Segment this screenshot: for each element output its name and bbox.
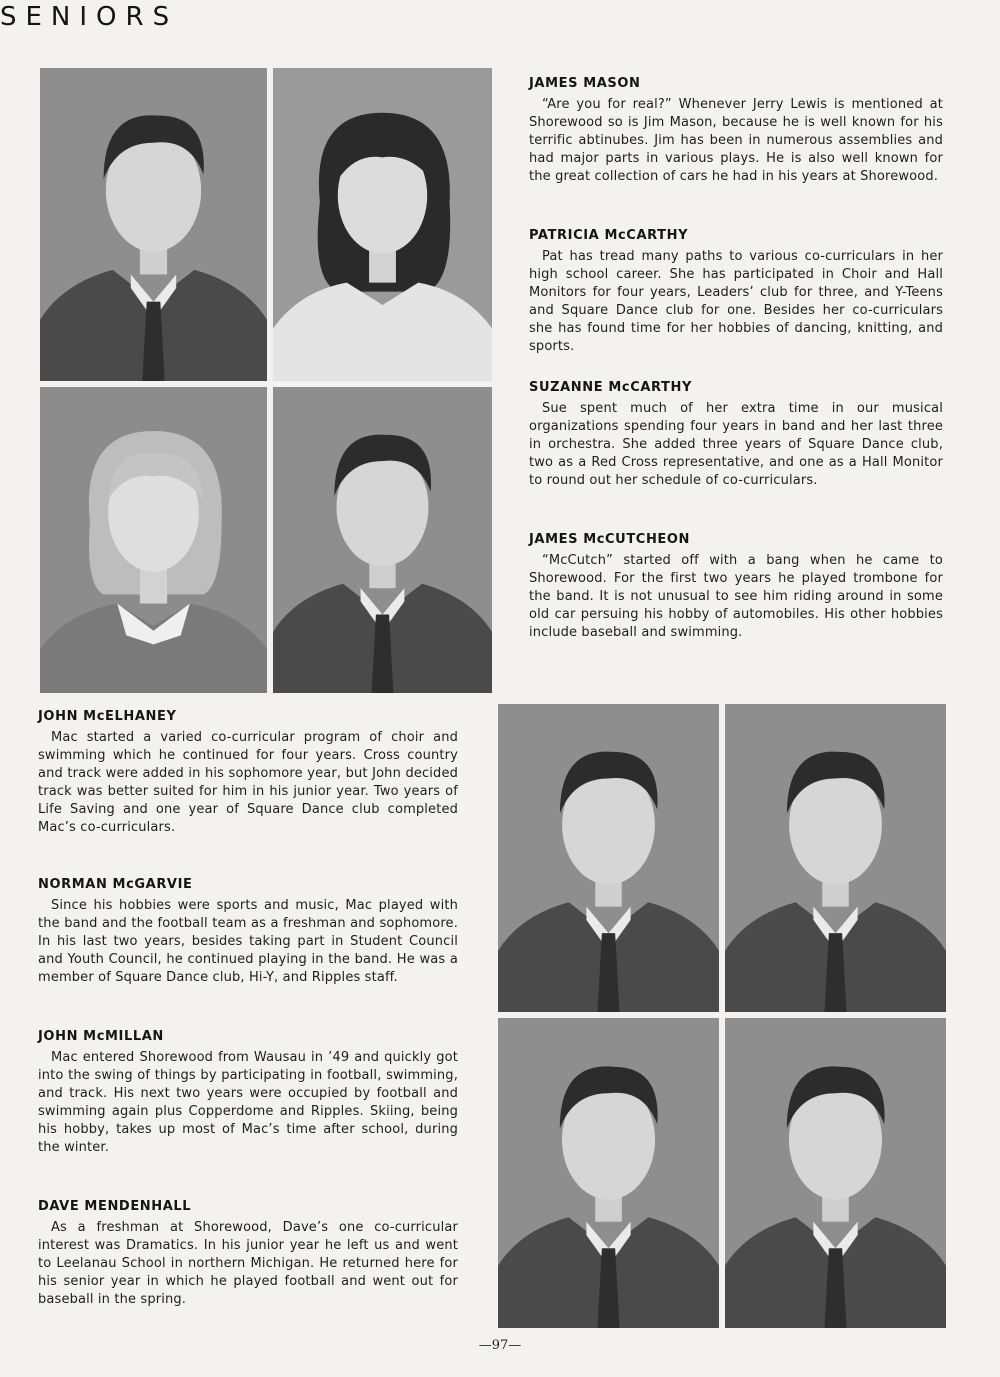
bio-text: “Are you for real?” Whenever Jerry Lewis is mentioned at Shorewood so is Jim Mason, because he is well known for his terrific abtinubes. Jim has been in numerous assemblies and had major parts in various plays. He is also well known for the great collection of cars he had in his years at Shorewood. (529, 97, 943, 184)
photo-grid-bottom (498, 704, 946, 1328)
bio-text: As a freshman at Shorewood, Dave’s one co-curricular interest was Dramatics. In his junior year he left us and went to Leelanau School in northern Michigan. He returned here for his senior year in which he played football and went out for baseball in the spring. (38, 1220, 458, 1307)
bio-james-mason (529, 76, 943, 186)
photo-grid-top (40, 68, 492, 693)
bio-name: PATRICIA McCARTHY (529, 228, 689, 243)
bio-name: JOHN McELHANEY (38, 709, 177, 724)
bio-text: “McCutch” started off with a bang when he came to Shorewood. For the first two years he played trombone for the band. It is not unusual to see him riding around in some old car persuing his hobby of automobiles. His other hobbies include baseball and swimming. (529, 553, 943, 640)
bio-james-mccutcheon (529, 532, 943, 642)
bio-name: JAMES McCUTCHEON (529, 532, 691, 547)
bio-suzanne-mccarthy (529, 380, 943, 490)
bio-text: Mac started a varied co-curricular program of choir and swimming which he continued for four years. Cross country and track were added in his sophomore year, but John decided track was better suited for him in his junior year. Two years of Life Saving and one year of Square Dance club completed Mac’s co-curriculars. (38, 730, 458, 835)
bio-name: NORMAN McGARVIE (38, 877, 193, 892)
portrait-photo (498, 1018, 719, 1328)
bio-john-mcmillan (38, 1029, 458, 1157)
bio-name: JAMES MASON (529, 76, 641, 91)
bio-name: SUZANNE McCARTHY (529, 380, 693, 395)
page-title: SENIORS (0, 2, 179, 32)
bio-text: Mac entered Shorewood from Wausau in ’49 and quickly got into the swing of things by participating in football, swimming, and track. His next two years were occupied by football and swimming again plus Copperdome and Ripples. Skiing, being his hobby, takes up most of Mac’s time after school, during the winter. (38, 1050, 458, 1155)
page-number: —97— (478, 1338, 522, 1353)
bio-text: Sue spent much of her extra time in our musical organizations spending four years in band and her last three in orchestra. She added three years of Square Dance club, two as a Red Cross representative, and one as a Hall Monitor to round out her schedule of co-curriculars. (529, 401, 943, 488)
portrait-photo (498, 704, 719, 1012)
bio-name: DAVE MENDENHALL (38, 1199, 192, 1214)
bio-text: Since his hobbies were sports and music, Mac played with the band and the football team as a freshman and sophomore. In his last two years, besides taking part in Student Council and Youth Council, he continued playing in the band. He was a member of Square Dance club, Hi-Y, and Ripples staff. (38, 898, 458, 985)
portrait-photo (273, 68, 492, 381)
portrait-photo (725, 704, 946, 1012)
bio-norman-mcgarvie (38, 877, 458, 987)
bio-john-mcelhaney (38, 709, 458, 837)
portrait-photo (273, 387, 492, 693)
portrait-photo (725, 1018, 946, 1328)
portrait-photo (40, 68, 267, 381)
bio-patricia-mccarthy (529, 228, 943, 356)
bio-text: Pat has tread many paths to various co-curriculars in her high school career. She has participated in Choir and Hall Monitors for four years, Leaders’ club for three, and Y-Teens and Square Dance club for one. Besides her co-curriculars she has found time for her hobbies of dancing, knitting, and sports. (529, 249, 943, 354)
bio-dave-mendenhall (38, 1199, 458, 1309)
bio-name: JOHN McMILLAN (38, 1029, 164, 1044)
portrait-photo (40, 387, 267, 693)
